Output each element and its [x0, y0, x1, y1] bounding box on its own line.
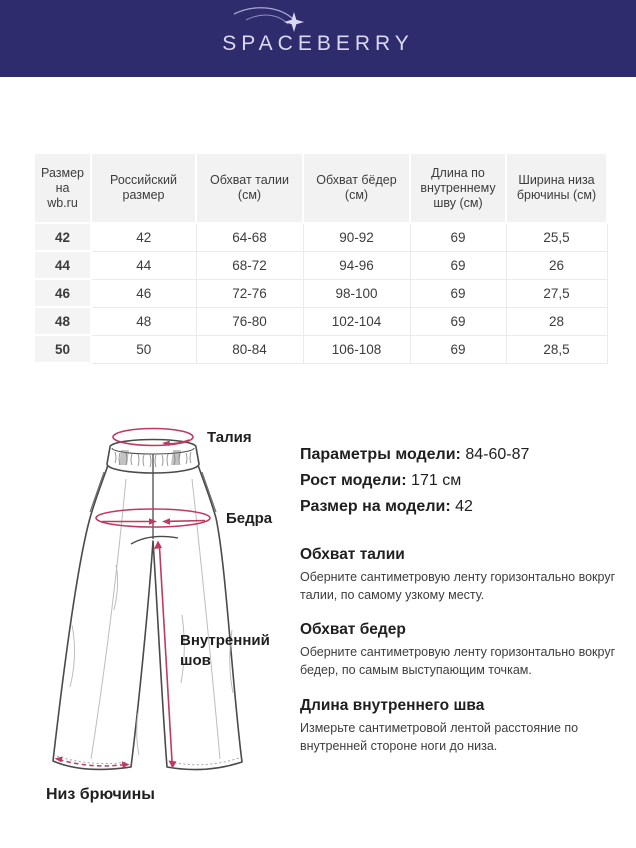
param-label: Параметры модели: — [300, 446, 461, 463]
param-value: 84-60-87 — [465, 446, 530, 463]
waist-guide-text: Оберните сантиметровую ленту горизонтально вокруг талии, по самому узкому месту. — [300, 570, 616, 602]
model-params-line — [300, 442, 529, 468]
cell-ru-size: 46 — [91, 279, 196, 307]
cell-ru-size: 44 — [91, 251, 196, 279]
cell-hips: 102-104 — [303, 307, 410, 335]
brand-header — [0, 0, 636, 77]
model-parameters — [300, 442, 529, 520]
table-header-row — [34, 153, 607, 223]
cell-waist: 72-76 — [196, 279, 303, 307]
param-label: Размер на модели: — [300, 498, 451, 515]
param-label: Рост модели: — [300, 472, 407, 489]
col-header-hips: Обхват бёдер (см) — [303, 153, 410, 223]
cell-wb-size: 44 — [34, 251, 91, 279]
hips-label: Бедра — [226, 510, 273, 527]
table-row — [34, 223, 607, 251]
pants-diagram — [20, 415, 300, 815]
cell-ru-size: 48 — [91, 307, 196, 335]
cell-wb-size: 50 — [34, 335, 91, 363]
cell-inseam: 69 — [410, 307, 506, 335]
cell-inseam: 69 — [410, 335, 506, 363]
cell-hips: 106-108 — [303, 335, 410, 363]
cell-hips: 98-100 — [303, 279, 410, 307]
size-table — [33, 152, 608, 364]
col-header-ru-size: Российский размер — [91, 153, 196, 223]
cell-wb-size: 48 — [34, 307, 91, 335]
cell-inseam: 69 — [410, 223, 506, 251]
cell-wb-size: 46 — [34, 279, 91, 307]
col-header-wb-size: Размер на wb.ru — [34, 153, 91, 223]
cell-inseam: 69 — [410, 279, 506, 307]
model-height-line — [300, 468, 529, 494]
param-value: 171 см — [411, 472, 462, 489]
hips-guide-title: Обхват бедер — [300, 621, 406, 638]
cell-waist: 76-80 — [196, 307, 303, 335]
pants-drawing — [20, 415, 300, 815]
cell-wb-size: 42 — [34, 223, 91, 251]
model-size-line — [300, 494, 529, 520]
cell-ru-size: 50 — [91, 335, 196, 363]
cell-hem-width: 25,5 — [506, 223, 607, 251]
pants-outline — [53, 465, 242, 770]
col-header-waist: Обхват талии (см) — [196, 153, 303, 223]
inseam-guide-text: Измерьте сантиметровой лентой расстояние по внутренней стороне ноги до низа. — [300, 721, 579, 753]
inseam-guide-title: Длина внутреннего шва — [300, 697, 485, 714]
hem-label: Низ брючины — [46, 786, 155, 803]
cell-waist: 80-84 — [196, 335, 303, 363]
table-row — [34, 335, 607, 363]
col-header-hem-width: Ширина низа брючины (см) — [506, 153, 607, 223]
cell-waist: 68-72 — [196, 251, 303, 279]
cell-hips: 94-96 — [303, 251, 410, 279]
cell-hem-width: 27,5 — [506, 279, 607, 307]
cell-inseam: 69 — [410, 251, 506, 279]
shooting-star-icon — [232, 4, 306, 40]
table-row — [34, 279, 607, 307]
waist-guide-title: Обхват талии — [300, 546, 405, 563]
cell-waist: 64-68 — [196, 223, 303, 251]
table-row — [34, 251, 607, 279]
hips-guide-text: Оберните сантиметровую ленту горизонтально вокруг бедер, по самым выступающим точкам. — [300, 645, 616, 677]
waist-label: Талия — [207, 429, 252, 446]
inseam-label: Внутренний шов — [180, 632, 270, 669]
brand-logo: SPACEBERRY — [222, 31, 414, 55]
col-header-inseam: Длина по внутреннему шву (см) — [410, 153, 506, 223]
table-row — [34, 307, 607, 335]
param-value: 42 — [455, 498, 473, 515]
cell-hem-width: 28,5 — [506, 335, 607, 363]
cell-hips: 90-92 — [303, 223, 410, 251]
cell-hem-width: 28 — [506, 307, 607, 335]
cell-hem-width: 26 — [506, 251, 607, 279]
cell-ru-size: 42 — [91, 223, 196, 251]
